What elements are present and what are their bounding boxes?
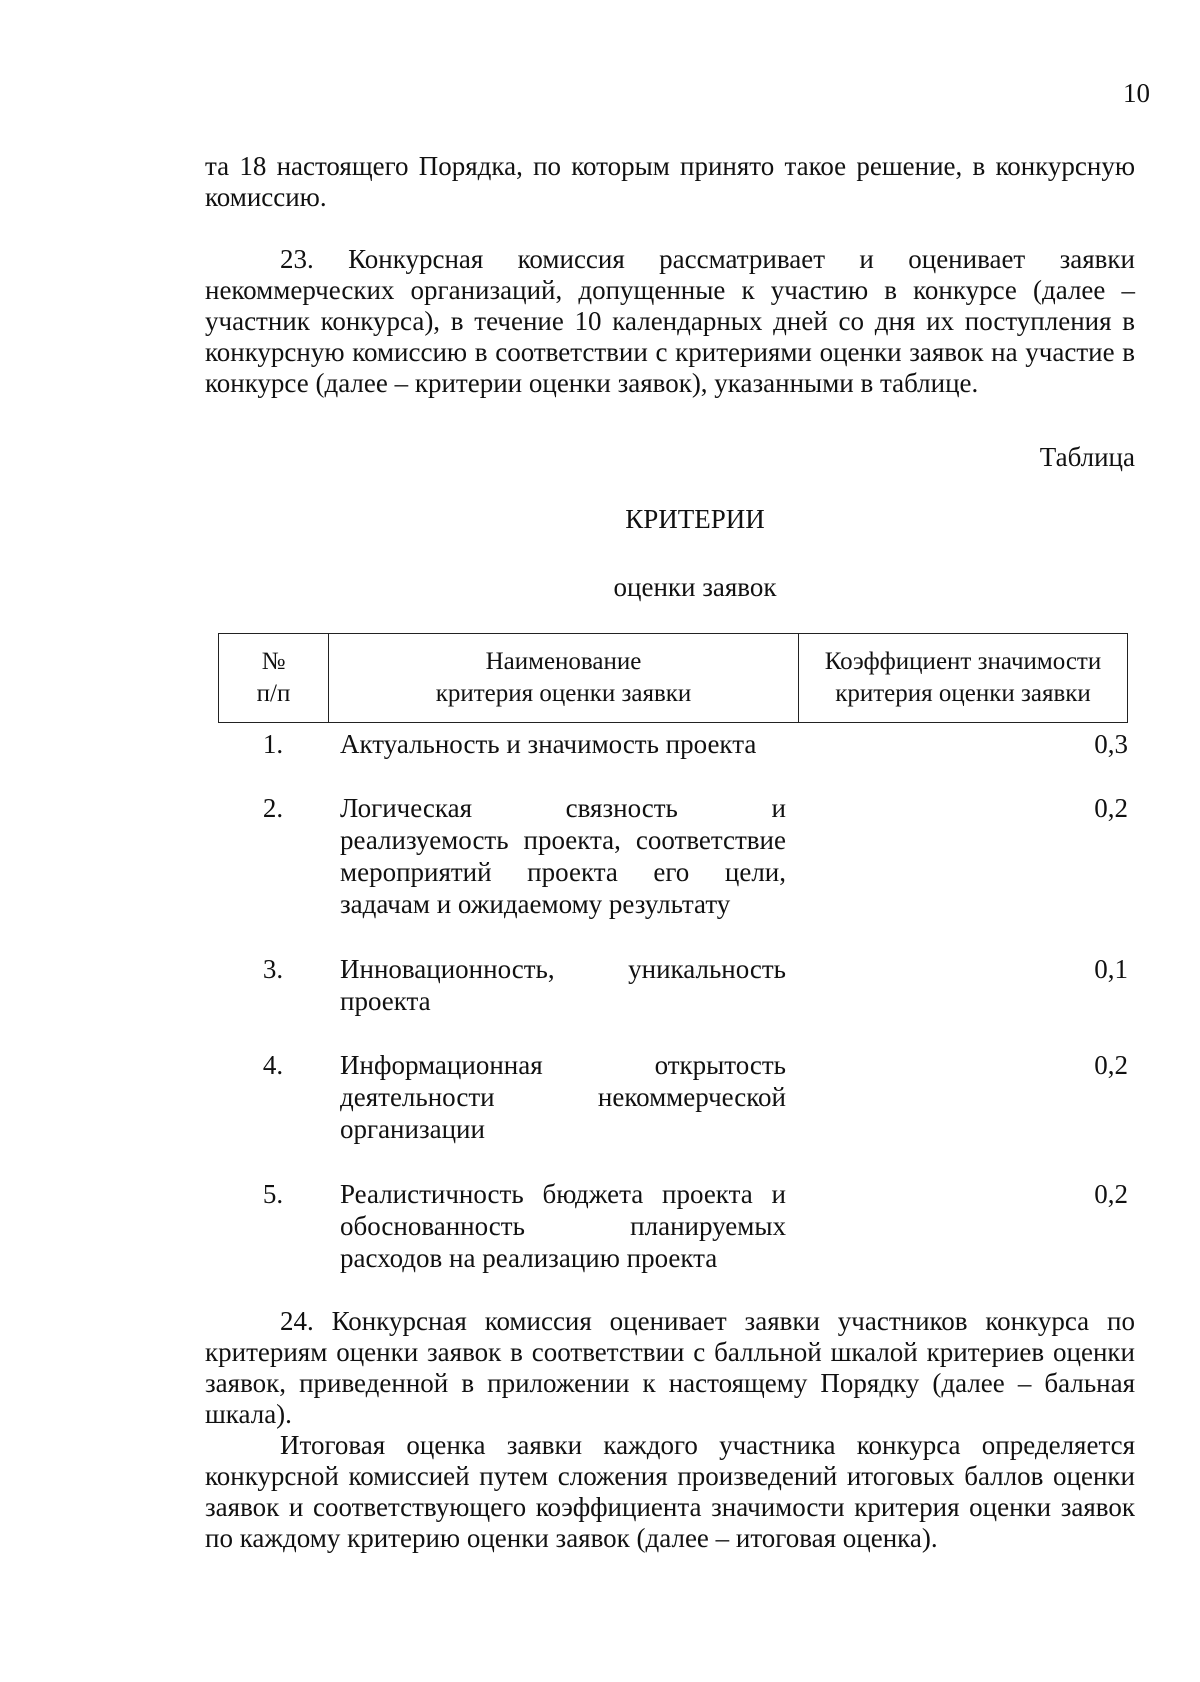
row-number: 3. [262,954,284,984]
header-num-cell [219,634,329,722]
table-title: КРИТЕРИИ [625,504,765,534]
header-coef-line2: критерия оценки заявки [835,680,1091,707]
row-criterion-name: Инновационность, уникальность проекта [340,954,786,1016]
table-subtitle: оценки заявок [613,572,777,602]
row-number: 5. [262,1179,284,1209]
criteria-table-header [218,633,1128,723]
row-coefficient: 0,1 [1094,954,1128,984]
row-criterion-name: Логическая связность и реализуемость проекта, соответствие мероприятий проекта его цели, задачам и ожидаемому результату [340,793,786,919]
paragraph-item-24: 24. Конкурсная комиссия оценивает заявки участников конкурса по критериям оценки заявок в соответствии с балльной шкалой критериев оценки заявок, приведенной в приложении к настоящему Порядку (далее – бальная шкала). [205,1306,1135,1429]
row-number: 4. [262,1050,284,1080]
row-criterion-name: Актуальность и значимость проекта [340,729,757,759]
header-coef-line1: Коэффициент значимости [824,648,1102,675]
header-name-cell [329,634,799,722]
row-number: 2. [262,793,284,823]
paragraph-item-23: 23. Конкурсная комиссия рассматривает и оценивает заявки некоммерческих организаций, допущенные к участию в конкурсе (далее – участник конкурса), в течение 10 календарных дней со дня их поступления в конкурсную комиссию в соответствии с критериями оценки заявок на участие в конкурсе (далее – критерии оценки заявок), указанными в таблице. [205,244,1135,398]
header-name-line1: Наименование [485,648,642,675]
table-label: Таблица [1039,442,1135,472]
row-number: 1. [262,729,284,759]
paragraph-final-score: Итоговая оценка заявки каждого участника конкурса определяется конкурсной комиссией путем сложения произведений итоговых баллов оценки заявок и соответствующего коэффициента значимости критерия оценки заявок по каждому критерию оценки заявок (далее – итоговая оценка). [205,1430,1135,1553]
row-coefficient: 0,3 [1094,729,1128,759]
row-criterion-name: Информационная открытость деятельности некоммерческой организации [340,1050,786,1144]
row-coefficient: 0,2 [1094,1050,1128,1080]
header-num-line1: № [261,648,286,675]
header-name-line2: критерия оценки заявки [435,680,692,707]
paragraph-continuation: та 18 настоящего Порядка, по которым принято такое решение, в конкурсную комиссию. [205,151,1135,212]
header-num-line2: п/п [256,680,291,707]
page-number: 10 [1123,78,1150,108]
header-coef-cell [799,634,1127,722]
row-criterion-name: Реалистичность бюджета проекта и обоснованность планируемых расходов на реализацию проекта [340,1179,786,1273]
row-coefficient: 0,2 [1094,793,1128,823]
row-coefficient: 0,2 [1094,1179,1128,1209]
